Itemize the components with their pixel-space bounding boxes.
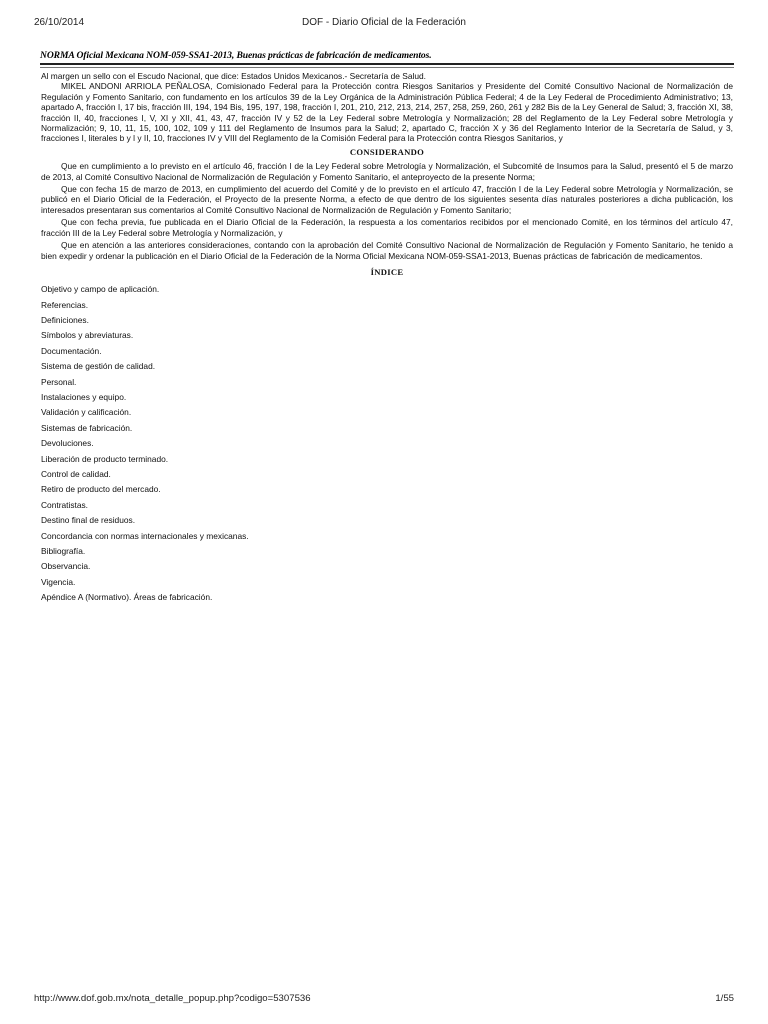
index-item: Bibliografía. xyxy=(41,545,86,556)
index-list xyxy=(41,284,733,607)
source-url-link[interactable]: http://www.dof.gob.mx/nota_detalle_popup.php?codigo=5307536 xyxy=(34,993,311,1004)
preamble-paragraph: MIKEL ANDONI ARRIOLA PEÑALOSA, Comisionado Federal para la Protección contra Riesgos Sanitarios y Presidente del Comité Consultivo Nacional de Normalización de Regulación y Fomento Sanitario, con fundamento en los artículos 39 de la Ley Orgánica de la Administración Pública Federal; 4 de la Ley Federal de Procedimiento Administrativo; 13, apartado A, fracción I, 17 bis, fracción III, 194, 194 Bis, 195, 197, 198, fracción I, 201, 210, 212, 213, 214, 257, 258, 259, 260, 261 y 282 Bis de la Ley General de Salud; 3, fracción XI, 38, fracción II, 40, fracciones I, V, XI y XII, 41, 43, 47, fracción IV y 52 de la Ley Federal sobre Metrología y Normalización; 28 del Reglamento de la Ley Federal sobre Metrología y Normalización; 9, 10, 11, 15, 100, 102, 109 y 111 del Reglamento de Insumos para la Salud; 2, apartado C, fracción X y 36 del Reglamento Interior de la Secretaría de Salud, y 3, fracciones I, literales b y l y II, 10, fracciones IV y VIII del Reglamento de la Comisión Federal para la Protección contra Riesgos Sanitarios, y xyxy=(41,81,733,144)
considerando-paragraph: Que con fecha 15 de marzo de 2013, en cumplimiento del acuerdo del Comité y de lo previsto en el artículo 47, fracción I de la Ley Federal sobre Metrología y Normalización, se publicó en el Diario Oficial de la Federación, el Proyecto de la presente Norma, a efecto de que dentro de los siguientes sesenta días naturales posteriores a dicha publicación, los interesados presentaran sus comentarios al Comité Consultivo Nacional de Normalización de Regulación y Fomento Sanitario; xyxy=(41,184,733,215)
index-item: Devoluciones. xyxy=(41,438,94,449)
index-item: Sistema de gestión de calidad. xyxy=(41,361,156,372)
considerando-paragraph: Que con fecha previa, fue publicada en el Diario Oficial de la Federación, la respuesta a los comentarios recibidos por el mencionado Comité, en los términos del artículo 47, fracción III de la Ley Federal sobre Metrología y Normalización, y xyxy=(41,217,733,238)
index-item: Referencias. xyxy=(41,299,89,310)
index-item: Vigencia. xyxy=(41,576,76,587)
index-item: Objetivo y campo de aplicación. xyxy=(41,284,160,295)
considerando-heading: CONSIDERANDO xyxy=(349,146,425,157)
page-number: 1/55 xyxy=(715,993,734,1004)
print-page-title: DOF - Diario Oficial de la Federación xyxy=(302,17,466,28)
index-item: Sistemas de fabricación. xyxy=(41,422,133,433)
print-header xyxy=(34,17,734,31)
index-item: Apéndice A (Normativo). Áreas de fabricación. xyxy=(41,592,213,603)
index-item: Personal. xyxy=(41,376,77,387)
index-item: Control de calidad. xyxy=(41,469,111,479)
index-item: Documentación. xyxy=(41,345,102,356)
index-item: Concordancia con normas internacionales y mexicanas. xyxy=(41,530,249,541)
intro-paragraph: Al margen un sello con el Escudo Nacional, que dice: Estados Unidos Mexicanos.- Secretaría de Salud. xyxy=(41,71,426,81)
index-item: Validación y calificación. xyxy=(41,407,132,418)
index-item: Símbolos y abreviaturas. xyxy=(41,330,134,341)
document-body xyxy=(41,71,733,608)
index-item: Definiciones. xyxy=(41,315,89,326)
index-item: Destino final de residuos. xyxy=(41,515,136,526)
print-date: 26/10/2014 xyxy=(34,17,85,28)
considerando-paragraph: Que en atención a las anteriores consideraciones, contando con la aprobación del Comité Consultivo Nacional de Normalización de Regulación y Fomento Sanitario, he tenido a bien expedir y ordenar la publicación en el Diario Oficial de la Federación de la Norma Oficial Mexicana NOM-059-SSA1-2013, Buenas prácticas de fabricación de medicamentos. xyxy=(41,240,733,261)
index-item: Observancia. xyxy=(41,561,91,572)
index-item: Liberación de producto terminado. xyxy=(41,453,169,464)
index-heading: ÍNDICE xyxy=(370,266,404,277)
index-item: Retiro de producto del mercado. xyxy=(41,484,161,495)
index-item: Contratistas. xyxy=(41,499,89,510)
print-footer xyxy=(34,993,734,1007)
title-rule-thin xyxy=(40,67,734,68)
index-item: Instalaciones y equipo. xyxy=(41,392,127,403)
document-title: NORMA Oficial Mexicana NOM-059-SSA1-2013, Buenas prácticas de fabricación de medicamentos. xyxy=(40,50,432,61)
considerando-paragraph: Que en cumplimiento a lo previsto en el artículo 46, fracción I de la Ley Federal sobre Metrología y Normalización, el Subcomité de Insumos para la Salud, presentó el 5 de marzo de 2013, al Comité Consultivo Nacional de Normalización de Regulación y Fomento Sanitario, el anteproyecto de la presente Norma; xyxy=(41,161,733,182)
title-rule-thick xyxy=(40,63,734,65)
